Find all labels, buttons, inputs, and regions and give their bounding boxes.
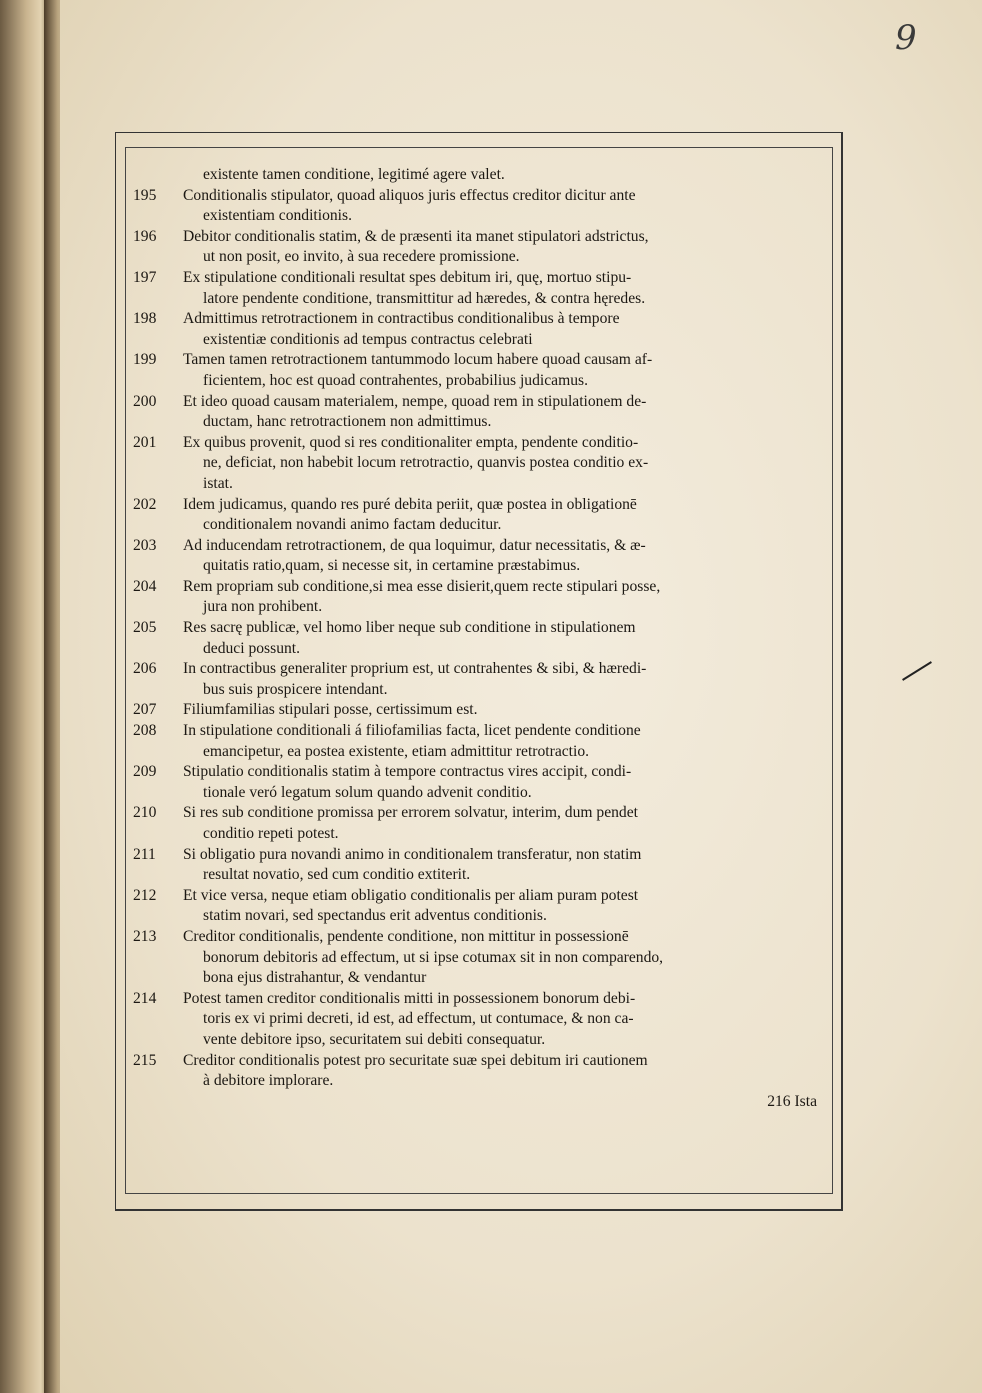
facing-page-edge xyxy=(0,0,48,1393)
text-line xyxy=(133,350,829,371)
line-text: deduci possunt. xyxy=(203,639,301,657)
line-text: Si obligatio pura novandi animo in conditionalem transferatur, non statim xyxy=(183,845,642,863)
paragraph-number: 209 xyxy=(133,763,157,781)
line-text: Ex quibus provenit, quod si res conditionaliter empta, pendente conditio- xyxy=(183,433,639,451)
line-text: existentiæ conditionis ad tempus contractus celebrati xyxy=(203,330,533,348)
paragraph-number: 210 xyxy=(133,804,157,822)
paragraph-number: 196 xyxy=(133,227,157,245)
text-line xyxy=(133,783,829,804)
text-line xyxy=(133,1030,829,1051)
text-line xyxy=(133,186,829,207)
text-line xyxy=(133,392,829,413)
line-text: Filiumfamilias stipulari posse, certissimum est. xyxy=(183,701,478,719)
line-text: emancipetur, ea postea existente, etiam admittitur retrotractio. xyxy=(203,742,590,760)
paragraph-number: 211 xyxy=(133,845,156,863)
paragraph-number: 206 xyxy=(133,660,157,678)
text-line xyxy=(133,433,829,454)
paragraph-number: 201 xyxy=(133,433,157,451)
text-line xyxy=(133,206,829,227)
line-text: Ad inducendam retrotractionem, de qua loquimur, datur necessitatis, & æ- xyxy=(183,536,646,554)
text-line xyxy=(133,247,829,268)
line-text: Si res sub conditione promissa per errorem solvatur, interim, dum pendet xyxy=(183,804,638,822)
text-line xyxy=(133,639,829,660)
line-text: ductam, hanc retrotractionem non admittimus. xyxy=(203,413,492,431)
line-text: Admittimus retrotractionem in contractibus conditionalibus à tempore xyxy=(183,310,620,328)
text-line xyxy=(133,495,829,516)
paragraph-number: 200 xyxy=(133,392,157,410)
text-line xyxy=(133,474,829,495)
paragraph-number: 213 xyxy=(133,927,157,945)
text-line xyxy=(133,803,829,824)
text-line xyxy=(133,330,829,351)
line-text: Res sacrę publicæ, vel homo liber neque sub conditione in stipulationem xyxy=(183,619,636,637)
text-line xyxy=(133,618,829,639)
text-line xyxy=(133,536,829,557)
line-text: Potest tamen creditor conditionalis mitti in possessionem bonorum debi- xyxy=(183,989,636,1007)
paragraph-number: 207 xyxy=(133,701,157,719)
line-text: conditio repeti potest. xyxy=(203,825,339,842)
line-text: statim novari, sed spectandus erit adventus conditionis. xyxy=(203,907,547,925)
line-text: ficientem, hoc est quoad contrahentes, probabilius judicamus. xyxy=(203,371,588,389)
text-line xyxy=(133,371,829,392)
line-text: Creditor conditionalis potest pro securitate suæ spei debitum iri cautionem xyxy=(183,1051,648,1069)
folio-number: 9 xyxy=(895,18,917,58)
text-line xyxy=(133,227,829,248)
text-line xyxy=(133,989,829,1010)
text-line xyxy=(133,865,829,886)
text-line xyxy=(133,886,829,907)
line-text: existente tamen conditione, legitimé agere valet. xyxy=(203,166,505,183)
paragraph-number: 208 xyxy=(133,722,157,740)
text-block xyxy=(133,165,829,1112)
line-text: bonorum debitoris ad effectum, ut si ipse cotumax sit in non comparendo, xyxy=(203,948,664,966)
paragraph-number: 203 xyxy=(133,536,157,554)
line-text: Ex stipulatione conditionali resultat spes debitum iri, quę, mortuo stipu- xyxy=(183,268,632,286)
line-text: Tamen tamen retrotractionem tantummodo locum habere quoad causam af- xyxy=(183,351,653,369)
paragraph-number: 204 xyxy=(133,577,157,595)
line-text: tionale veró legatum solum quando advenit conditio. xyxy=(203,783,532,801)
text-line xyxy=(133,597,829,618)
text-line xyxy=(133,742,829,763)
line-text: conditionalem novandi animo factam deducitur. xyxy=(203,516,502,534)
line-text: quitatis ratio,quam, si necesse sit, in certamine præstabimus. xyxy=(203,557,581,575)
paragraph-number: 212 xyxy=(133,886,157,904)
text-line xyxy=(133,824,829,845)
line-text: istat. xyxy=(203,474,233,492)
text-line xyxy=(133,948,829,969)
line-text: ne, deficiat, non habebit locum retrotractio, quanvis postea conditio ex- xyxy=(203,454,649,472)
text-line xyxy=(133,968,829,989)
catchword: 216 Ista xyxy=(767,1092,817,1110)
text-line xyxy=(133,453,829,474)
line-text: existentiam conditionis. xyxy=(203,207,352,225)
text-line xyxy=(133,845,829,866)
text-line xyxy=(133,412,829,433)
text-line xyxy=(133,165,829,186)
line-text: ut non posit, eo invito, à sua recedere promissione. xyxy=(203,248,520,266)
text-line xyxy=(133,659,829,680)
line-text: In stipulatione conditionali á filiofamilias facta, licet pendente conditione xyxy=(183,722,641,740)
line-text: resultat novatio, sed cum conditio extiterit. xyxy=(203,866,471,884)
paragraph-number: 198 xyxy=(133,310,157,328)
text-line xyxy=(133,680,829,701)
text-line xyxy=(133,515,829,536)
text-line xyxy=(133,700,829,721)
line-text: bus suis prospicere intendant. xyxy=(203,680,388,698)
paragraph-number: 199 xyxy=(133,351,157,369)
text-line xyxy=(133,762,829,783)
line-text: Conditionalis stipulator, quoad aliquos juris effectus creditor dicitur ante xyxy=(183,186,636,204)
text-line xyxy=(133,268,829,289)
paragraph-number: 197 xyxy=(133,268,157,286)
text-line xyxy=(133,927,829,948)
line-text: Stipulatio conditionalis statim à tempore contractus vires accipit, condi- xyxy=(183,763,632,781)
paragraph-number: 214 xyxy=(133,989,157,1007)
paragraph-number: 205 xyxy=(133,619,157,637)
line-text: toris ex vi primi decreti, id est, ad effectum, ut contumace, & non ca- xyxy=(203,1010,634,1028)
line-text: bona ejus distrahantur, & vendantur xyxy=(203,969,427,987)
line-text: Et ideo quoad causam materialem, nempe, quoad rem in stipulationem de- xyxy=(183,392,647,410)
text-line xyxy=(133,1009,829,1030)
line-text: Creditor conditionalis, pendente conditione, non mittitur in possessionē xyxy=(183,927,629,945)
text-line xyxy=(133,309,829,330)
text-line xyxy=(133,289,829,310)
line-text: In contractibus generaliter proprium est, ut contrahentes & sibi, & hæredi- xyxy=(183,660,647,678)
line-text: Debitor conditionalis statim, & de præsenti ita manet stipulatori adstrictus, xyxy=(183,227,649,245)
paragraph-number: 195 xyxy=(133,186,157,204)
line-text: jura non prohibent. xyxy=(203,598,323,616)
paragraph-number: 202 xyxy=(133,495,157,513)
text-line xyxy=(133,906,829,927)
text-line xyxy=(133,721,829,742)
text-line xyxy=(133,1051,829,1072)
text-line xyxy=(133,1071,829,1092)
paragraph-number: 215 xyxy=(133,1051,157,1069)
line-text: à debitore implorare. xyxy=(203,1072,334,1090)
line-text: Rem propriam sub conditione,si mea esse disierit,quem recte stipulari posse, xyxy=(183,577,661,595)
line-text: latore pendente conditione, transmittitur ad hæredes, & contra hęredes. xyxy=(203,289,646,307)
line-text: Idem judicamus, quando res puré debita periit, quæ postea in obligationē xyxy=(183,495,637,513)
text-line xyxy=(133,556,829,577)
text-line xyxy=(133,577,829,598)
line-text: Et vice versa, neque etiam obligatio conditionalis per aliam puram potest xyxy=(183,886,639,904)
line-text: vente debitore ipso, securitatem sui debiti consequatur. xyxy=(203,1030,546,1048)
